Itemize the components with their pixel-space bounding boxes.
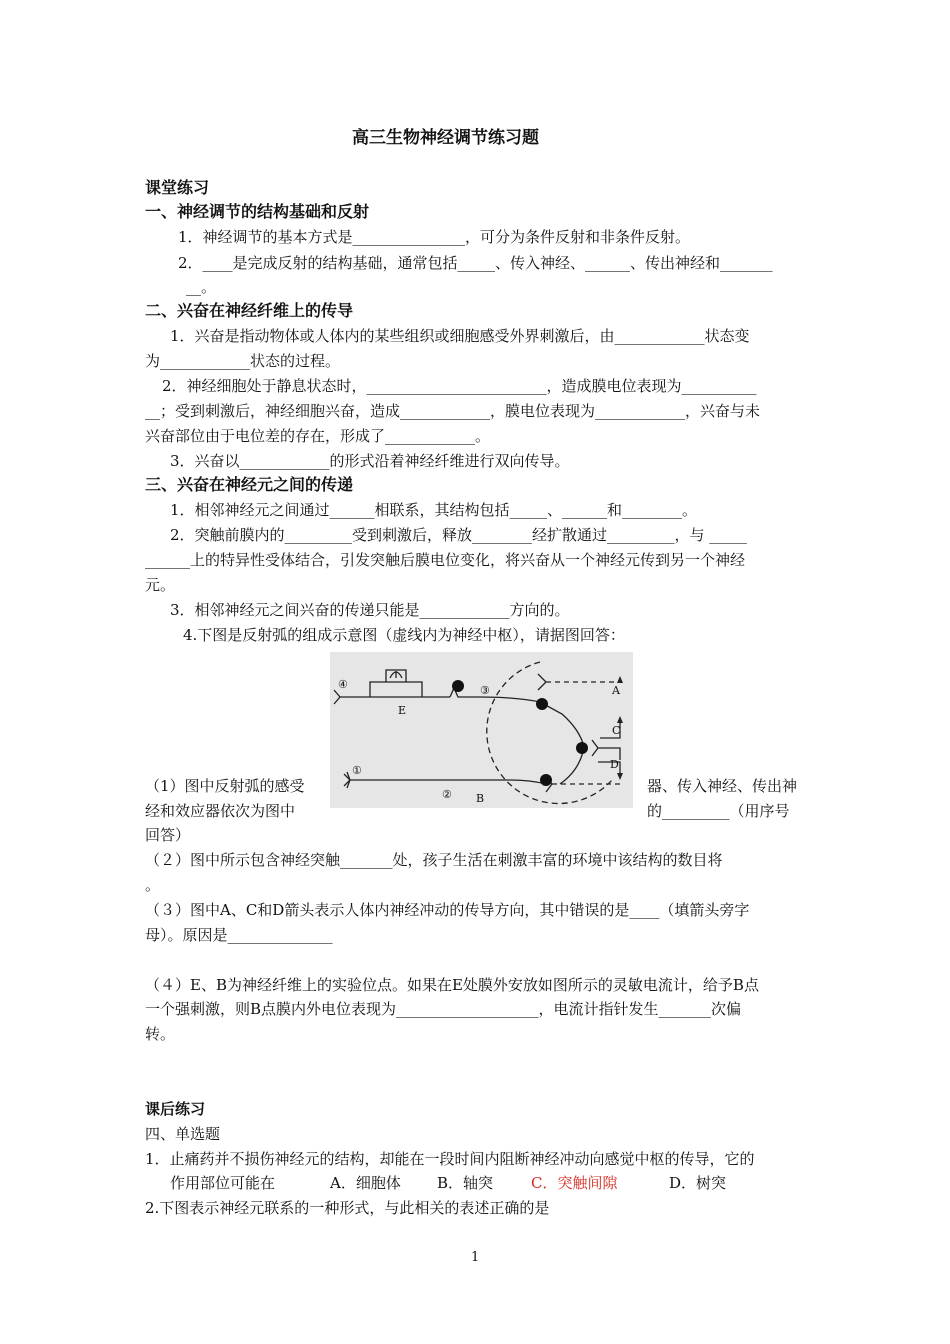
s3-sub4-line3: 转。 <box>145 1025 176 1043</box>
hw-q1-option-b: B．轴突 <box>437 1174 494 1192</box>
s3-question-4: 4.下图是反射弧的组成示意图（虚线内为神经中枢），请据图回答： <box>183 626 625 644</box>
galvanometer-frame <box>370 682 422 697</box>
hw-q1-option-a: A．细胞体 <box>330 1174 401 1192</box>
s3-sub1-right-line1: 器、传入神经、传出神 <box>647 777 798 795</box>
section-3-heading: 三、兴奋在神经元之间的传递 <box>145 475 354 494</box>
s3-question-1: 1．相邻神经元之间通过______相联系，其结构包括_____、______和________。 <box>170 501 698 519</box>
s3-sub3-line2: 母）。原因是______________ <box>145 926 333 944</box>
reflex-arc-figure <box>330 652 633 808</box>
s3-question-2-line1: 2．突触前膜内的_________受到刺激后，释放________经扩散通过_________，与 _____ <box>170 526 747 544</box>
s1-question-2-line1: 2．____是完成反射的结构基础，通常包括_____、传入神经、______、传出神经和_______ <box>178 254 773 272</box>
arrow-d <box>617 773 623 780</box>
s2-question-2-line2: __；受到刺激后，神经细胞兴奋，造成____________，膜电位表现为____________，兴奋与未 <box>145 402 761 420</box>
section-1-heading: 一、神经调节的结构基础和反射 <box>145 202 370 221</box>
label-3: ③ <box>480 684 490 697</box>
interneuron-upper <box>540 702 584 747</box>
s3-sub3-line1: （３）图中A、C和D箭头表示人体内神经冲动的传导方向，其中错误的是____（填箭头旁字 <box>145 901 750 919</box>
s1-question-2-line2: __。 <box>186 278 217 296</box>
s3-sub2-line2: 。 <box>145 876 161 894</box>
s2-question-1-line1: 1．兴奋是指动物体或人体内的某些组织或细胞感受外界刺激后，由____________状态变 <box>170 327 750 345</box>
reflex-arc-diagram <box>330 652 633 808</box>
s3-sub2-line1: （２）图中所示包含神经突触_______处，孩子生活在刺激丰富的环境中该结构的数目将 <box>145 851 723 869</box>
s3-question-2-line2: ______上的特异性受体结合，引发突触后膜电位变化，将兴奋从一个神经元传到另一个神经 <box>145 551 746 569</box>
s3-sub1-left-line3: 回答） <box>145 826 191 844</box>
s3-sub1-left-line2: 经和效应器依次为图中 <box>145 802 296 820</box>
page-title: 高三生物神经调节练习题 <box>352 128 539 148</box>
label-b: B <box>476 792 485 805</box>
neuron-body-1 <box>536 698 548 710</box>
neuron-body-3 <box>540 774 552 786</box>
label-4: ④ <box>338 678 348 691</box>
s3-sub4-line1: （４）E、B为神经纤维上的实验位点。如果在E处膜外安放如图所示的灵敏电流计，给予B点 <box>145 976 759 994</box>
s3-sub1-left-line1: （1）图中反射弧的感受 <box>145 777 305 795</box>
arrow-a <box>617 676 623 683</box>
section-4-heading: 四、单选题 <box>145 1125 221 1143</box>
s3-sub4-line2: 一个强刺激，则B点膜内外电位表现为___________________，电流计指针发生_______次偏 <box>145 1000 742 1018</box>
s3-sub1-right-line2: 的_________（用序号 <box>647 802 790 820</box>
hw-question-1-line1: 1．止痛药并不损伤神经元的结构，却能在一段时间内阻断神经冲动向感觉中枢的传导，它的 <box>145 1150 755 1168</box>
s2-question-2-line1: 2．神经细胞处于静息状态时，________________________，造成膜电位表现为__________ <box>162 377 757 395</box>
s2-question-2-line3: 兴奋部位由于电位差的存在，形成了____________。 <box>145 427 491 445</box>
label-c: C <box>612 724 621 737</box>
arrow-c <box>617 716 623 723</box>
hw-q1-option-d: D．树突 <box>669 1174 727 1192</box>
s2-question-1-line2: 为____________状态的过程。 <box>145 352 341 370</box>
label-e: E <box>398 704 407 717</box>
effector-ending <box>334 690 340 704</box>
section-2-heading: 二、兴奋在神经纤维上的传导 <box>145 301 354 320</box>
s3-question-3: 3．相邻神经元之间兴奋的传递只能是____________方向的。 <box>170 601 570 619</box>
homework-heading: 课后练习 <box>145 1100 206 1118</box>
hw-q1-option-c-answer: C．突触间隙 <box>531 1174 618 1192</box>
label-a: A <box>612 684 620 697</box>
label-2: ② <box>442 788 452 801</box>
s2-question-3: 3．兴奋以____________的形式沿着神经纤维进行双向传导。 <box>170 452 570 470</box>
page-number: 1 <box>471 1250 480 1265</box>
label-d: D <box>610 758 619 771</box>
hw-question-2: 2.下图表示神经元联系的一种形式，与此相关的表述正确的是 <box>145 1199 550 1217</box>
hw-question-1-stem: 作用部位可能在 <box>170 1174 276 1192</box>
neuron-body-2 <box>576 742 588 754</box>
s1-question-1: 1．神经调节的基本方式是_______________，可分为条件反射和非条件反射。 <box>178 228 691 246</box>
neuron-body-efferent <box>452 680 464 692</box>
s3-question-2-line3: 元。 <box>145 576 176 594</box>
label-1: ① <box>352 764 362 777</box>
classwork-heading: 课堂练习 <box>145 178 210 197</box>
